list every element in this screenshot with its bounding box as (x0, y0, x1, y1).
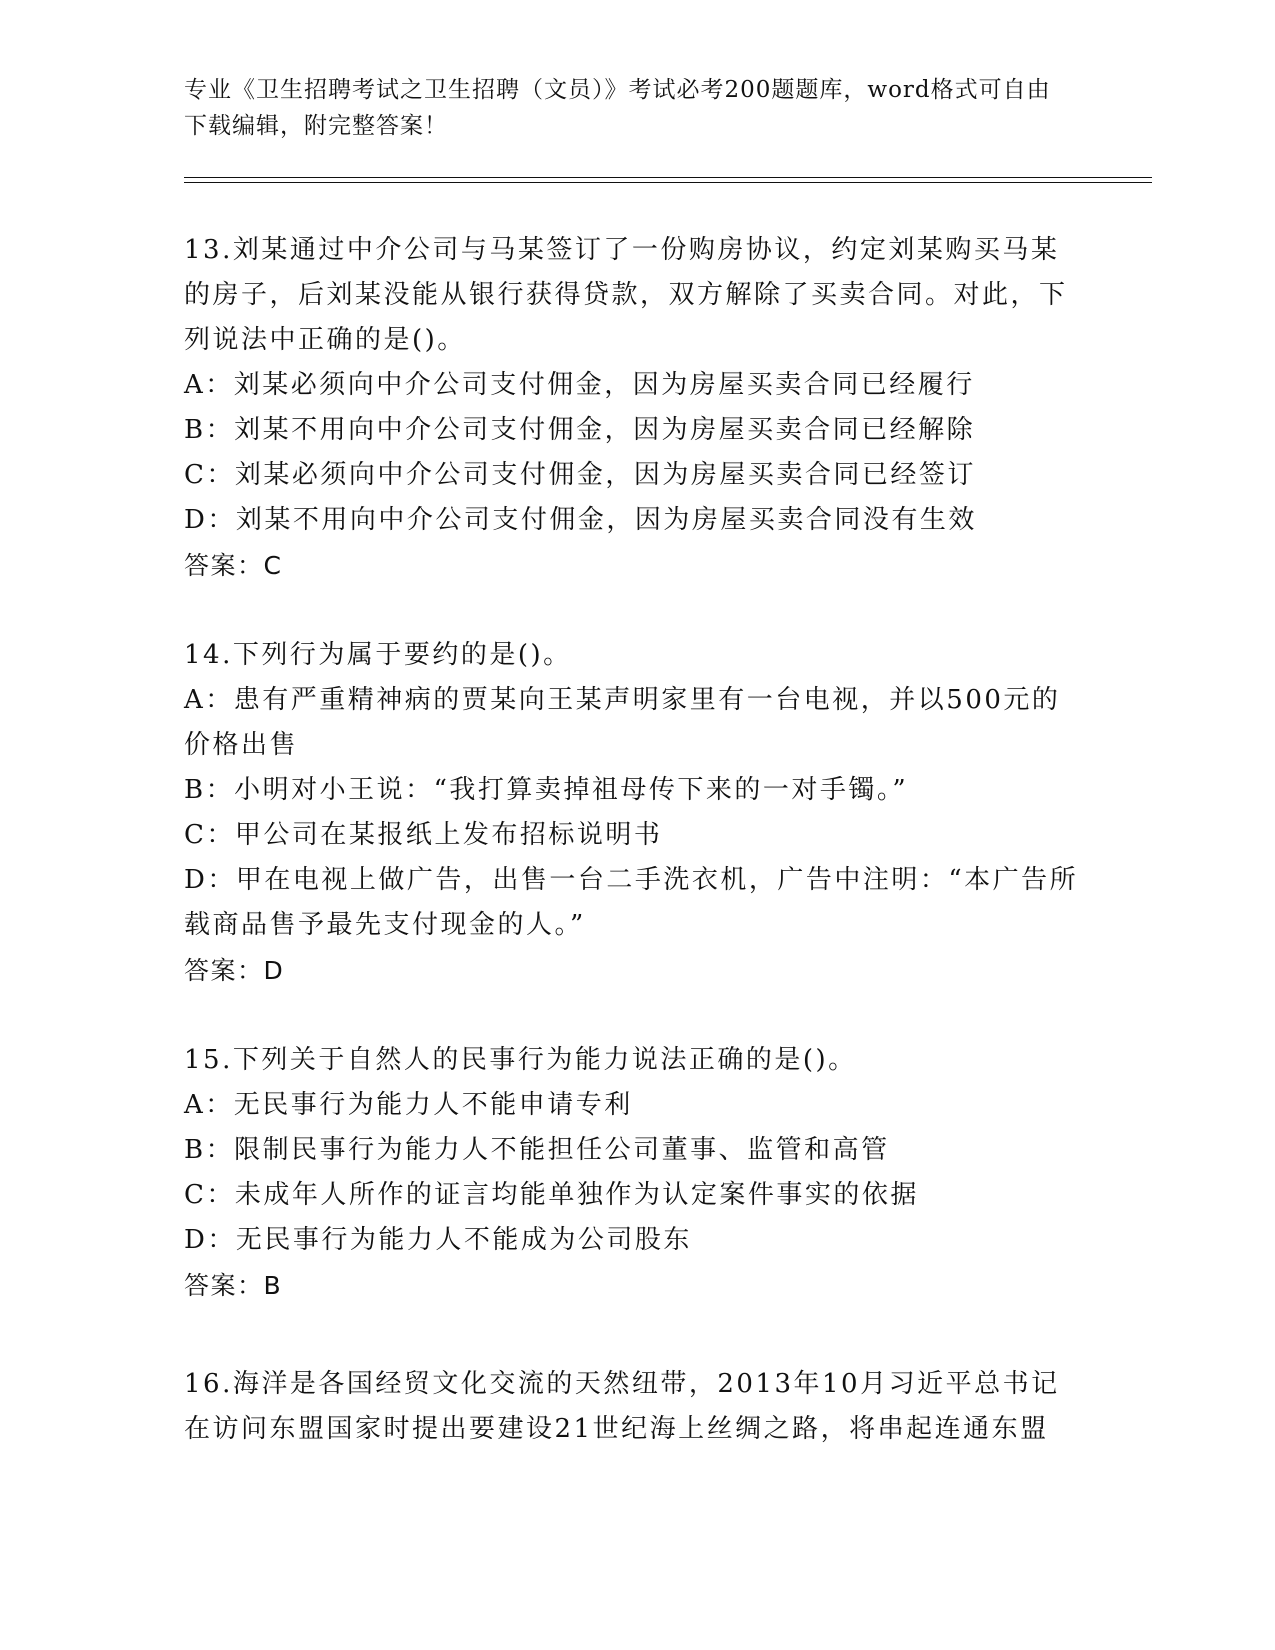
question-list (184, 228, 1084, 1452)
question-14 (184, 633, 1084, 993)
option-d: D：甲在电视上做广告，出售一台二手洗衣机，广告中注明：“本广告所载商品售予最先支付现金的人。” (184, 865, 1079, 940)
question-15 (184, 1038, 1084, 1308)
question-stem: 15.下列关于自然人的民事行为能力说法正确的是()。 (184, 1045, 857, 1075)
answer: 答案：D (184, 956, 285, 985)
question-stem: 13.刘某通过中介公司与马某签订了一份购房协议，约定刘某购买马某的房子，后刘某没能从银行获得贷款，双方解除了买卖合同。对此，下列说法中正确的是()。 (184, 235, 1068, 355)
question-spacer (184, 1308, 1084, 1362)
option-b: B：刘某不用向中介公司支付佣金，因为房屋买卖合同已经解除 (184, 415, 976, 445)
option-c: C：甲公司在某报纸上发布招标说明书 (184, 820, 663, 850)
answer: 答案：C (184, 551, 283, 580)
option-a: A：无民事行为能力人不能申请专利 (184, 1090, 633, 1120)
option-c: C：未成年人所作的证言均能单独作为认定案件事实的依据 (184, 1180, 919, 1210)
header-divider-bottom (184, 182, 1152, 183)
question-16 (184, 1362, 1084, 1452)
answer: 答案：B (184, 1271, 283, 1300)
option-b: B：小明对小王说：“我打算卖掉祖母传下来的一对手镯。” (184, 775, 909, 805)
question-stem: 14.下列行为属于要约的是()。 (184, 640, 572, 670)
question-spacer (184, 993, 1084, 1038)
question-spacer (184, 588, 1084, 633)
document-header: 专业《卫生招聘考试之卫生招聘（文员）》考试必考200题题库，word格式可自由下载编辑，附完整答案！ (184, 77, 1051, 139)
question-stem: 16.海洋是各国经贸文化交流的天然纽带，2013年10月习近平总书记在访问东盟国家时提出要建设21世纪海上丝绸之路，将串起连通东盟 (184, 1369, 1060, 1444)
option-c: C：刘某必须向中介公司支付佣金，因为房屋买卖合同已经签订 (184, 460, 976, 490)
header-divider-top (184, 177, 1152, 178)
option-a: A：刘某必须向中介公司支付佣金，因为房屋买卖合同已经履行 (184, 370, 975, 400)
option-d: D：无民事行为能力人不能成为公司股东 (184, 1225, 692, 1255)
option-d: D：刘某不用向中介公司支付佣金，因为房屋买卖合同没有生效 (184, 505, 977, 535)
question-13 (184, 228, 1084, 588)
option-a: A：患有严重精神病的贾某向王某声明家里有一台电视，并以500元的价格出售 (184, 685, 1061, 760)
option-b: B：限制民事行为能力人不能担任公司董事、监管和高管 (184, 1135, 890, 1165)
